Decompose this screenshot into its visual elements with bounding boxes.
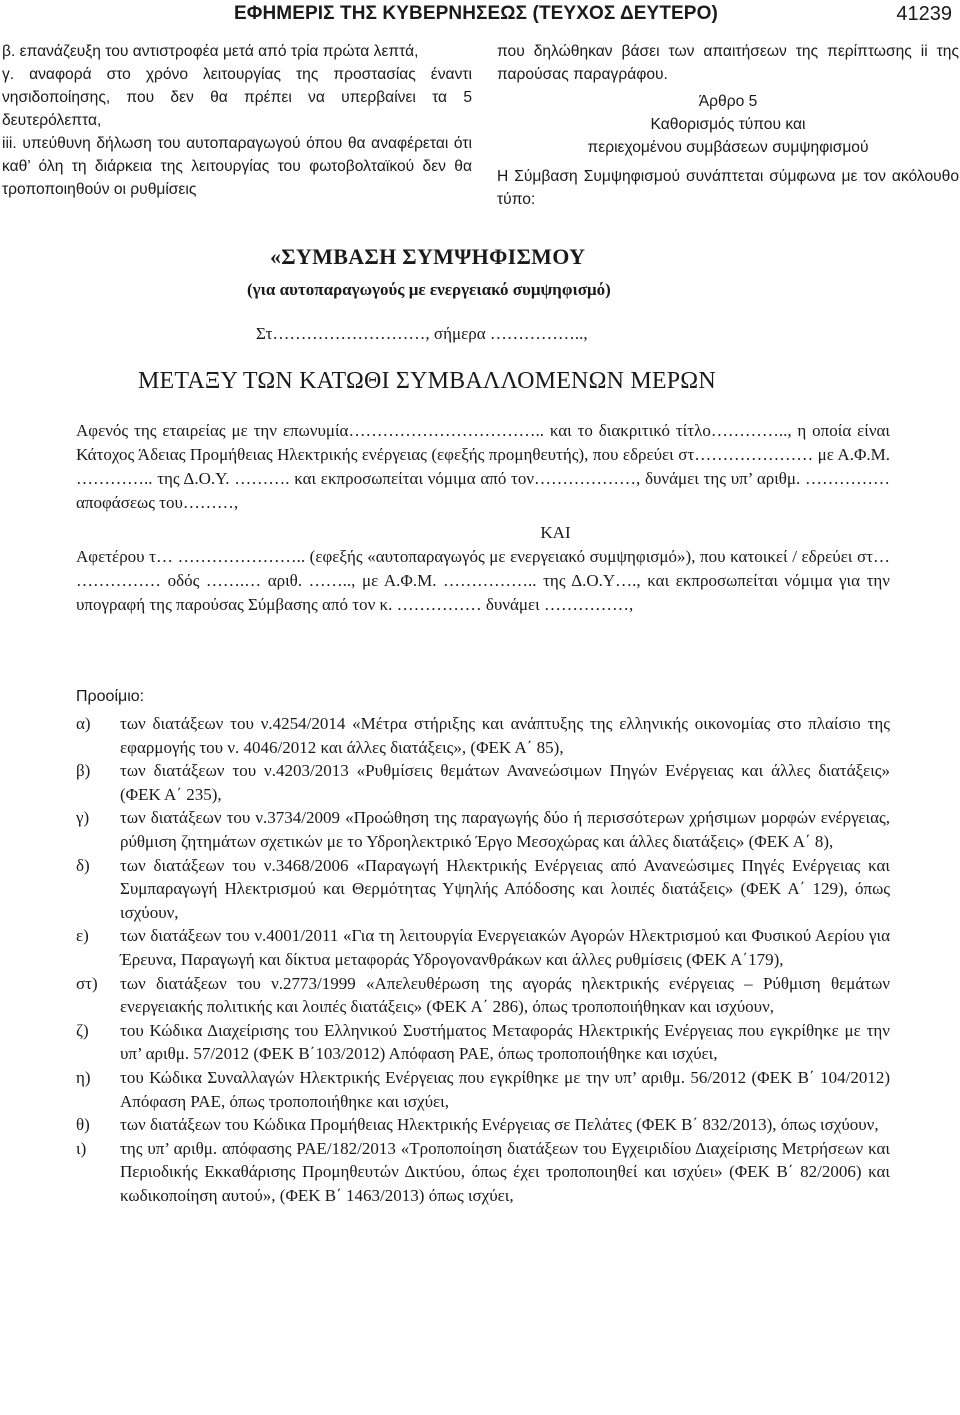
list-item-text: του Κώδικα Συναλλαγών Ηλεκτρικής Ενέργειας που εγκρίθηκε με την υπ’ αριθμ. 56/2012 (ΦΕΚ Β΄ 104/2012) Απόφαση ΡΑΕ, όπως τροποποιήθηκε και ισχύει, — [120, 1067, 890, 1111]
list-item-text: των διατάξεων του ν.4254/2014 «Μέτρα στήριξης και ανάπτυξης της ελληνικής οικονομίας στο πλαίσιο της εφαρμογής του ν. 4046/2012 και άλλες διατάξεις», (ΦΕΚ Α΄ 85), — [120, 714, 890, 757]
preamble-list — [76, 712, 890, 1207]
list-marker: η) — [76, 1067, 91, 1087]
and-separator: ΚΑΙ — [540, 523, 571, 542]
contract-subtitle: (για αυτοπαραγωγούς με ενεργειακό συμψηφισμό) — [247, 280, 611, 299]
list-item-text: των διατάξεων του ν.3468/2006 «Παραγωγή Ηλεκτρικής Ενέργειας από Ανανεώσιμες Πηγές Ενέργειας και Συμπαραγωγή Ηλεκτρισμού και Θερμότητας Υψηλής Απόδοσης και λοιπές διατάξεις» (ΦΕΚ Α΄ 129), όπως ισχύουν, — [120, 855, 890, 922]
list-item-text: της υπ’ αριθμ. απόφασης ΡΑΕ/182/2013 «Τροποποίηση διατάξεων του Εγχειριδίου Διαχείρισης Μετρήσεων και Περιοδικής Εκκαθάρισης Προμηθευτών Δικτύου, όπως έχει τροποποιηθεί και ισχύει» (ΦΕΚ Β΄ 82/2006) και κωδικοποίηση αυτού», (ΦΕΚ Β΄ 1463/2013) όπως ισχύει, — [120, 1138, 890, 1205]
list-marker: δ) — [76, 855, 90, 875]
parties-heading: ΜΕΤΑΞΥ ΤΩΝ ΚΑΤΩΘΙ ΣΥΜΒΑΛΛΟΜΕΝΩΝ ΜΕΡΩΝ — [138, 368, 716, 394]
article-title-line: Καθορισμός τύπου και — [650, 116, 806, 133]
list-marker: στ) — [76, 973, 98, 993]
page-header — [0, 3, 960, 29]
left-column — [2, 40, 472, 201]
list-item-text: των διατάξεων του ν.4001/2011 «Για τη λειτουργία Ενεργειακών Αγορών Ηλεκτρισμού και Φυσικού Αερίου για Έρευνα, Παραγωγή και δίκτυα μεταφοράς Υδρογονανθράκων και άλλες ρυθμίσεις (ΦΕΚ Α΄179), — [120, 926, 890, 969]
list-item — [76, 1137, 890, 1208]
parties-section — [76, 419, 890, 617]
list-item — [76, 1019, 890, 1066]
right-column — [497, 40, 959, 211]
list-marker: α) — [76, 714, 91, 733]
paragraph: γ. αναφορά στο χρόνο λειτουργίας της προστασίας έναντι νησιδοποίησης, που δεν θα πρέπει να υπερβαίνει τα 5 δευτερόλεπτα, — [2, 66, 472, 129]
list-marker: θ) — [76, 1115, 90, 1135]
contract-title: «ΣΥΜΒΑΣΗ ΣΥΜΨΗΦΙΣΜΟΥ — [270, 244, 586, 269]
article-number: Άρθρο 5 — [698, 93, 758, 110]
list-item — [76, 1066, 890, 1113]
list-item-text: των διατάξεων του Κώδικα Προμήθειας Ηλεκτρικής Ενέργειας σε Πελάτες (ΦΕΚ Β΄ 832/2013), όπως ισχύουν, — [120, 1115, 879, 1135]
list-marker: ι) — [76, 1138, 87, 1158]
list-item-text: του Κώδικα Διαχείρισης του Ελληνικού Συστήματος Μεταφοράς Ηλεκτρικής Ενέργειας που εγκρίθηκε με την υπ’ αριθμ. 57/2012 (ΦΕΚ Β΄103/2012) Απόφαση ΡΑΕ, όπως τροποποιήθηκε και ισχύει, — [120, 1020, 890, 1064]
list-item-text: των διατάξεων του ν.2773/1999 «Απελευθέρωση της αγοράς ηλεκτρικής ενέργειας – Ρύθμιση θεμάτων ενεργειακής πολιτικής και λοιπές διατάξεις» (ΦΕΚ Α΄ 286), όπως τροποποιήθηκαν και ισχύουν, — [120, 973, 890, 1017]
list-item — [76, 806, 890, 853]
list-item — [76, 924, 890, 971]
article-title-line: περιεχομένου συμβάσεων συμψηφισμού — [587, 139, 869, 156]
party-a-paragraph: Αφενός της εταιρείας με την επωνυμία…………………………….. και το διακριτικό τίτλο………….., η οποία είναι Κάτοχος Άδειας Προμήθειας Ηλεκτρικής ενέργειας (εφεξής προμηθευτής), που εδρεύει στ………………… με Α.Φ.Μ. ………….. της Δ.Ο.Υ. ………. και εκπροσωπείται νόμιμα από τον………………, δυνάμει της υπ’ αριθμ. …………… αποφάσεως του………, — [76, 421, 890, 512]
paragraph: Η Σύμβαση Συμψηφισμού συνάπτεται σύμφωνα με τον ακόλουθο τύπο: — [497, 168, 959, 208]
list-item — [76, 972, 890, 1019]
page-number: 41239 — [896, 3, 952, 25]
paragraph: iii. υπεύθυνη δήλωση του αυτοπαραγωγού όπου θα αναφέρεται ότι καθ’ όλη τη διάρκεια της λειτουργίας του φωτοβολταϊκού δεν θα τροποποιηθούν οι ρυθμίσεις — [2, 135, 472, 198]
list-item — [76, 1113, 890, 1137]
list-marker: β) — [76, 761, 91, 781]
preamble-label: Προοίμιο: — [76, 688, 145, 705]
list-item — [76, 712, 890, 759]
list-item-text: των διατάξεων του ν.4203/2013 «Ρυθμίσεις θεμάτων Ανανεώσιμων Πηγών Ενέργειας και άλλες διατάξεις» (ΦΕΚ Α΄ 235), — [120, 761, 890, 804]
list-item-text: των διατάξεων του ν.3734/2009 «Προώθηση της παραγωγής δύο ή περισσότερων χρήσιμων μορφών ενέργειας, ρύθμιση ζητημάτων σχετικών με το Υδροηλεκτρικό Έργο Μεσοχώρας και άλλες διατάξεις» (ΦΕΚ Α΄ 8), — [120, 808, 890, 851]
paragraph: β. επανάζευξη του αντιστροφέα μετά από τρία πρώτα λεπτά, — [2, 43, 419, 60]
party-b-paragraph: Αφετέρου τ… ………………….. (εφεξής «αυτοπαραγωγός με ενεργειακό συμψηφισμό»), που κατοικεί / εδρεύει στ… …………… οδός …….… αριθ. …….., με Α.Φ.Μ. …………….. της Δ.Ο.Υ…., και εκπροσωπείται νόμιμα για την υπογραφή της παρούσας Σύμβασης από τον κ. …………… δυνάμει ……………, — [76, 547, 890, 614]
list-marker: ε) — [76, 926, 89, 946]
paragraph: που δηλώθηκαν βάσει των απαιτήσεων της περίπτωσης ii της παρούσας παραγράφου. — [497, 43, 959, 83]
contract-date-line: Στ………………………, σήμερα …………….., — [256, 324, 588, 343]
list-marker: ζ) — [76, 1020, 89, 1040]
list-item — [76, 759, 890, 806]
list-marker: γ) — [76, 808, 90, 828]
gazette-title: ΕΦΗΜΕΡΙΣ ΤΗΣ ΚΥΒΕΡΝΗΣΕΩΣ (ΤΕΥΧΟΣ ΔΕΥΤΕΡΟ) — [234, 3, 718, 24]
list-item — [76, 854, 890, 925]
